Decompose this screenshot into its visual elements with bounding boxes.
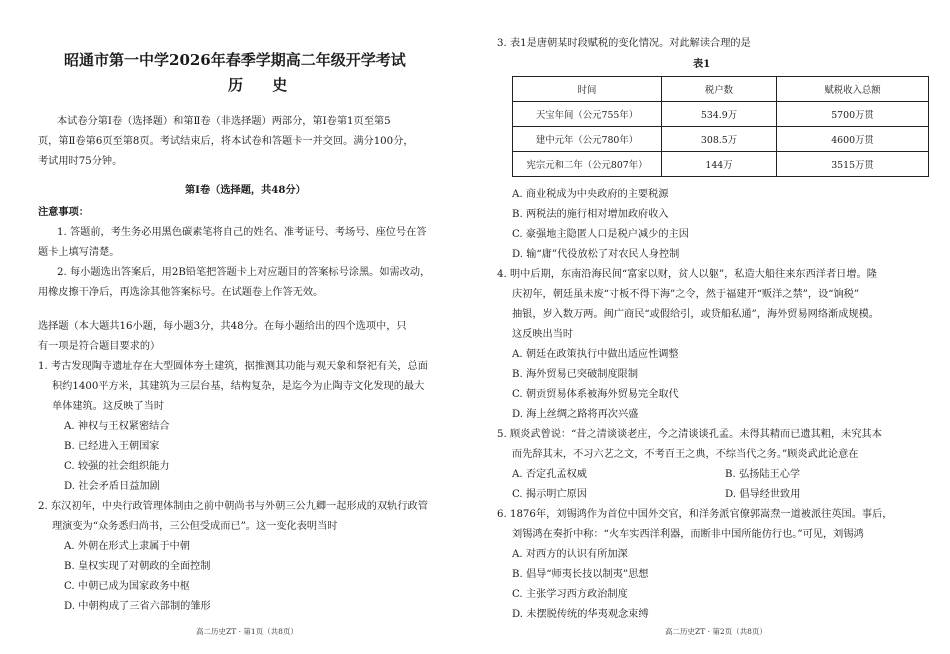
- notes-title: 注意事项：: [38, 206, 89, 218]
- question-1-stem: 积约1400平方米，其建筑为三层台基，结构复杂，是迄今为止陶寺文化发现的最大: [52, 381, 425, 392]
- table-header-cell: 税户数: [662, 77, 777, 102]
- question-2-stem: 2. 东汉初年，中央行政管理体制由之前中朝尚书与外朝三公九卿一起形成的双轨行政管: [38, 501, 428, 512]
- question-1-option: D. 社会矛盾日益加剧: [64, 481, 160, 492]
- exam-title: 昭通市第一中学2026年春季学期高二年级开学考试: [64, 51, 406, 69]
- table-row: [513, 127, 929, 152]
- question-6-option: D. 未摆脱传统的华夷观念束缚: [512, 609, 649, 620]
- question-5-stem: 5. 顾炎武曾说：“昔之清谈谈老庄，今之清谈谈孔孟。未得其精而已遗其粗，未究其本: [497, 429, 882, 440]
- table-header-row: [513, 77, 929, 102]
- question-6-option: C. 主张学习西方政治制度: [512, 589, 628, 600]
- table-cell: 建中元年（公元780年）: [513, 127, 662, 152]
- question-5-option: B. 弘扬陆王心学: [725, 469, 801, 480]
- note-line: 用橡皮擦干净后，再选涂其他答案标号。在试题卷上作答无效。: [38, 287, 324, 298]
- page-footer: 高二历史ZT · 第1页（共8页）: [196, 627, 298, 636]
- question-3-option: B. 两税法的施行相对增加政府收入: [512, 209, 669, 220]
- exam-page-2: [475, 0, 950, 654]
- question-4-stem: 这反映出当时: [512, 329, 574, 340]
- question-2-option: A. 外朝在形式上隶属于中朝: [64, 541, 190, 552]
- question-6-stem: 6. 1876年，刘锡鸿作为首位中国外交官，和洋务派官僚郭嵩焘一道被派往英国。事后，: [497, 509, 893, 520]
- table-cell: 5700万贯: [777, 102, 929, 127]
- choice-intro: 选择题（本大题共16小题，每小题3分，共48分。在每小题给出的四个选项中，只: [38, 321, 407, 332]
- table-row: [513, 152, 929, 177]
- question-5-option: C. 揭示明亡原因: [512, 489, 588, 500]
- table-cell: 天宝年间（公元755年）: [513, 102, 662, 127]
- intro-line: 页，第Ⅱ卷第6页至第8页。考试结束后，将本试卷和答题卡一并交回。满分100分，: [38, 136, 414, 147]
- question-2-option: C. 中朝已成为国家政务中枢: [64, 581, 190, 592]
- question-6-option: A. 对西方的认识有所加深: [512, 549, 628, 560]
- question-5-option: D. 倡导经世致用: [725, 489, 801, 500]
- table-title: 表1: [693, 58, 711, 70]
- question-3-stem: 3. 表1是唐朝某时段赋税的变化情况。对此解读合理的是: [497, 38, 751, 49]
- question-2-stem: 理演变为“众务悉归尚书，三公但受成而已”。这一变化表明当时: [52, 521, 338, 532]
- question-1-option: C. 较强的社会组织能力: [64, 461, 170, 472]
- question-4-stem: 庆初年，朝廷虽未废“寸板不得下海”之令，然于福建开“贩洋之禁”，设“饷税”: [512, 289, 860, 300]
- note-line: 1. 答题前，考生务必用黑色碳素笔将自己的姓名、准考证号、考场号、座位号在答: [57, 227, 427, 238]
- question-1-option: A. 神权与王权紧密结合: [64, 421, 170, 432]
- table-header-cell: 时间: [513, 77, 662, 102]
- table-header-cell: 赋税收入总额: [777, 77, 929, 102]
- tax-table: [512, 76, 929, 177]
- section-header: 第Ⅰ卷（选择题，共48分）: [185, 184, 306, 196]
- intro-line: 考试用时75分钟。: [38, 156, 123, 167]
- table-cell: 534.9万: [662, 102, 777, 127]
- question-4-option: B. 海外贸易已突破制度限制: [512, 369, 639, 380]
- question-2-option: D. 中朝构成了三省六部制的雏形: [64, 601, 211, 612]
- question-4-stem: 4. 明中后期，东南沿海民间“富家以财，贫人以躯”，私造大船往来东西洋者日增。隆: [497, 269, 877, 280]
- table-cell: 4600万贯: [777, 127, 929, 152]
- intro-line: 本试卷分第Ⅰ卷（选择题）和第Ⅱ卷（非选择题）两部分，第Ⅰ卷第1页至第5: [57, 116, 391, 127]
- table-cell: 宪宗元和二年（公元807年）: [513, 152, 662, 177]
- question-3-option: A. 商业税成为中央政府的主要税源: [512, 189, 669, 200]
- table-row: [513, 102, 929, 127]
- question-2-option: B. 皇权实现了对朝政的全面控制: [64, 561, 211, 572]
- question-4-option: A. 朝廷在政策执行中做出适应性调整: [512, 349, 679, 360]
- question-6-stem: 刘锡鸿在奏折中称：“火车实西洋利器，而断非中国所能仿行也。”可见，刘锡鸿: [512, 529, 864, 540]
- page-footer: 高二历史ZT · 第2页（共8页）: [665, 627, 767, 636]
- question-4-option: C. 朝贡贸易体系被海外贸易完全取代: [512, 389, 679, 400]
- question-5-stem: 而先辞其末，不习六艺之文，不考百王之典，不综当代之务。”顾炎武此论意在: [512, 449, 859, 460]
- question-3-option: D. 输“庸”代役放松了对农民人身控制: [512, 249, 680, 260]
- table-cell: 308.5万: [662, 127, 777, 152]
- choice-intro: 有一项是符合题目要求的）: [38, 341, 161, 352]
- question-4-stem: 抽银，岁入数万两。闽广商民“或假给引，或贷船私通”，海外贸易网络渐成规模。: [512, 309, 879, 320]
- question-4-option: D. 海上丝绸之路将再次兴盛: [512, 409, 639, 420]
- note-line: 2. 每小题选出答案后，用2B铅笔把答题卡上对应题目的答案标号涂黑。如需改动，: [57, 267, 431, 278]
- question-6-option: B. 倡导“师夷长技以制夷”思想: [512, 569, 649, 580]
- table-cell: 144万: [662, 152, 777, 177]
- table-cell: 3515万贯: [777, 152, 929, 177]
- question-1-stem: 1. 考古发现陶寺遗址存在大型圆体夯土建筑，据推测其功能与观天象和祭祀有关，总面: [38, 361, 428, 372]
- question-1-option: B. 已经进入王朝国家: [64, 441, 160, 452]
- question-1-stem: 单体建筑。这反映了当时: [52, 401, 165, 412]
- note-line: 题卡上填写清楚。: [38, 247, 120, 258]
- exam-subject: 历 史: [228, 76, 300, 94]
- question-3-option: C. 豪强地主隐匿人口是税户减少的主因: [512, 229, 689, 240]
- question-5-option: A. 否定孔孟权威: [512, 469, 587, 480]
